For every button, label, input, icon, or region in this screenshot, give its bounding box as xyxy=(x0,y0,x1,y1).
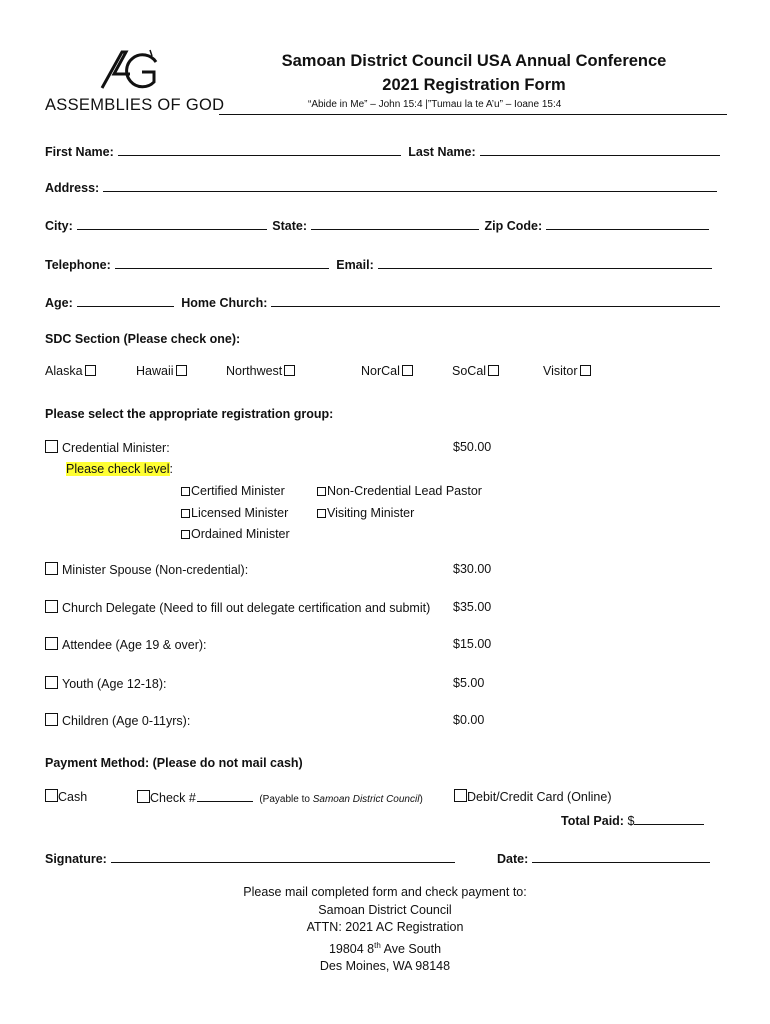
total-paid xyxy=(561,812,704,828)
last-name-field[interactable] xyxy=(480,143,720,156)
level-certified-minister[interactable]: Certified Minister xyxy=(181,484,285,498)
checkbox-icon[interactable] xyxy=(45,789,58,802)
first-name-field[interactable] xyxy=(118,143,401,156)
date-row xyxy=(497,850,710,866)
level-non-credential-lead-pastor[interactable]: Non-Credential Lead Pastor xyxy=(317,484,482,498)
check-number-field[interactable] xyxy=(197,789,253,802)
city-label: City: xyxy=(45,219,73,233)
payment-check[interactable]: Check # (Payable to Samoan District Council) xyxy=(137,789,423,805)
group-attendee[interactable]: Attendee (Age 19 & over): xyxy=(45,637,207,652)
city-row xyxy=(45,217,709,233)
home-church-label: Home Church: xyxy=(181,296,268,310)
date-label: Date: xyxy=(497,852,529,866)
name-row xyxy=(45,143,720,159)
price-credential-minister: $50.00 xyxy=(453,440,492,454)
checkbox-icon[interactable] xyxy=(317,487,326,496)
email-label: Email: xyxy=(336,258,374,272)
zip-label: Zip Code: xyxy=(484,219,543,233)
checkbox-icon[interactable] xyxy=(45,676,58,689)
home-church-field[interactable] xyxy=(271,294,720,307)
check-level-highlight: Please check level xyxy=(66,462,170,476)
payment-cash[interactable]: Cash xyxy=(45,789,87,804)
checkbox-icon[interactable] xyxy=(85,365,96,376)
checkbox-icon[interactable] xyxy=(181,530,190,539)
section-option-norcal[interactable]: NorCal xyxy=(361,364,413,378)
check-level-note: Please check level: xyxy=(66,462,174,476)
signature-field[interactable] xyxy=(111,850,455,863)
section-option-socal[interactable]: SoCal xyxy=(452,364,499,378)
checkbox-icon[interactable] xyxy=(454,789,467,802)
checkbox-icon[interactable] xyxy=(317,509,326,518)
email-field[interactable] xyxy=(378,256,712,269)
checkbox-icon[interactable] xyxy=(284,365,295,376)
mailing-line-5: Des Moines, WA 98148 xyxy=(319,959,451,974)
first-name-label: First Name: xyxy=(45,145,114,159)
checkbox-icon[interactable] xyxy=(580,365,591,376)
checkbox-icon[interactable] xyxy=(45,600,58,613)
checkbox-icon[interactable] xyxy=(176,365,187,376)
section-option-hawaii[interactable]: Hawaii xyxy=(136,364,187,378)
zip-field[interactable] xyxy=(546,217,709,230)
checkbox-icon[interactable] xyxy=(181,509,190,518)
total-paid-label: Total Paid: xyxy=(561,814,624,828)
price-church-delegate: $35.00 xyxy=(453,600,492,614)
telephone-field[interactable] xyxy=(115,256,329,269)
mailing-line-1: Please mail completed form and check payment to: xyxy=(243,885,527,899)
checkbox-icon[interactable] xyxy=(137,790,150,803)
price-children: $0.00 xyxy=(453,713,485,727)
price-attendee: $15.00 xyxy=(453,637,492,651)
group-minister-spouse[interactable]: Minister Spouse (Non-credential): xyxy=(45,562,248,577)
form-title: Samoan District Council USA Annual Conference xyxy=(281,52,667,70)
address-row xyxy=(45,179,717,195)
level-licensed-minister[interactable]: Licensed Minister xyxy=(181,506,288,520)
age-field[interactable] xyxy=(77,294,174,307)
ag-logo xyxy=(100,48,160,93)
signature-row xyxy=(45,850,455,866)
theme-verse: “Abide in Me” – John 15:4 |”Tumau la te A’u” – Ioane 15:4 xyxy=(308,99,562,110)
city-field[interactable] xyxy=(77,217,267,230)
total-paid-field[interactable] xyxy=(634,812,704,825)
last-name-label: Last Name: xyxy=(408,145,476,159)
checkbox-icon[interactable] xyxy=(45,713,58,726)
check-payable-note: (Payable to Samoan District Council) xyxy=(259,794,423,805)
price-minister-spouse: $30.00 xyxy=(453,562,492,576)
checkbox-icon[interactable] xyxy=(45,637,58,650)
mailing-line-3: ATTN: 2021 AC Registration xyxy=(306,920,464,934)
age-row xyxy=(45,294,720,310)
contact-row xyxy=(45,256,712,272)
checkbox-icon[interactable] xyxy=(45,562,58,575)
mailing-line-4: 19804 8th Ave South xyxy=(328,940,442,956)
signature-label: Signature: xyxy=(45,852,107,866)
checkbox-icon[interactable] xyxy=(488,365,499,376)
mailing-line-2: Samoan District Council xyxy=(318,902,452,917)
price-youth: $5.00 xyxy=(453,676,485,690)
ag-logo-mark-icon xyxy=(100,48,160,90)
address-field[interactable] xyxy=(103,179,717,192)
total-paid-currency: $ xyxy=(627,814,635,828)
mailing-instructions xyxy=(185,884,585,976)
checkbox-icon[interactable] xyxy=(181,487,190,496)
section-heading: SDC Section (Please check one): xyxy=(45,332,241,346)
group-church-delegate[interactable]: Church Delegate (Need to fill out delegate certification and submit) xyxy=(45,600,430,615)
section-option-northwest[interactable]: Northwest xyxy=(226,364,295,378)
age-label: Age: xyxy=(45,296,73,310)
address-label: Address: xyxy=(45,181,100,195)
state-label: State: xyxy=(272,219,307,233)
level-ordained-minister[interactable]: Ordained Minister xyxy=(181,527,290,541)
group-children[interactable]: Children (Age 0-11yrs): xyxy=(45,713,190,728)
state-field[interactable] xyxy=(311,217,479,230)
group-credential-minister[interactable]: Credential Minister: xyxy=(45,440,170,455)
payment-heading: Payment Method: (Please do not mail cash) xyxy=(45,756,303,770)
org-name: ASSEMBLIES OF GOD xyxy=(45,96,225,114)
payment-card[interactable]: Debit/Credit Card (Online) xyxy=(454,789,612,804)
checkbox-icon[interactable] xyxy=(402,365,413,376)
registration-heading: Please select the appropriate registration group: xyxy=(45,407,334,421)
section-option-visitor[interactable]: Visitor xyxy=(543,364,591,378)
header-rule xyxy=(219,114,727,115)
form-subtitle: 2021 Registration Form xyxy=(382,76,566,94)
telephone-label: Telephone: xyxy=(45,258,111,272)
checkbox-icon[interactable] xyxy=(45,440,58,453)
group-youth[interactable]: Youth (Age 12-18): xyxy=(45,676,166,691)
section-option-alaska[interactable]: Alaska xyxy=(45,364,96,378)
level-visiting-minister[interactable]: Visiting Minister xyxy=(317,506,414,520)
date-field[interactable] xyxy=(532,850,710,863)
